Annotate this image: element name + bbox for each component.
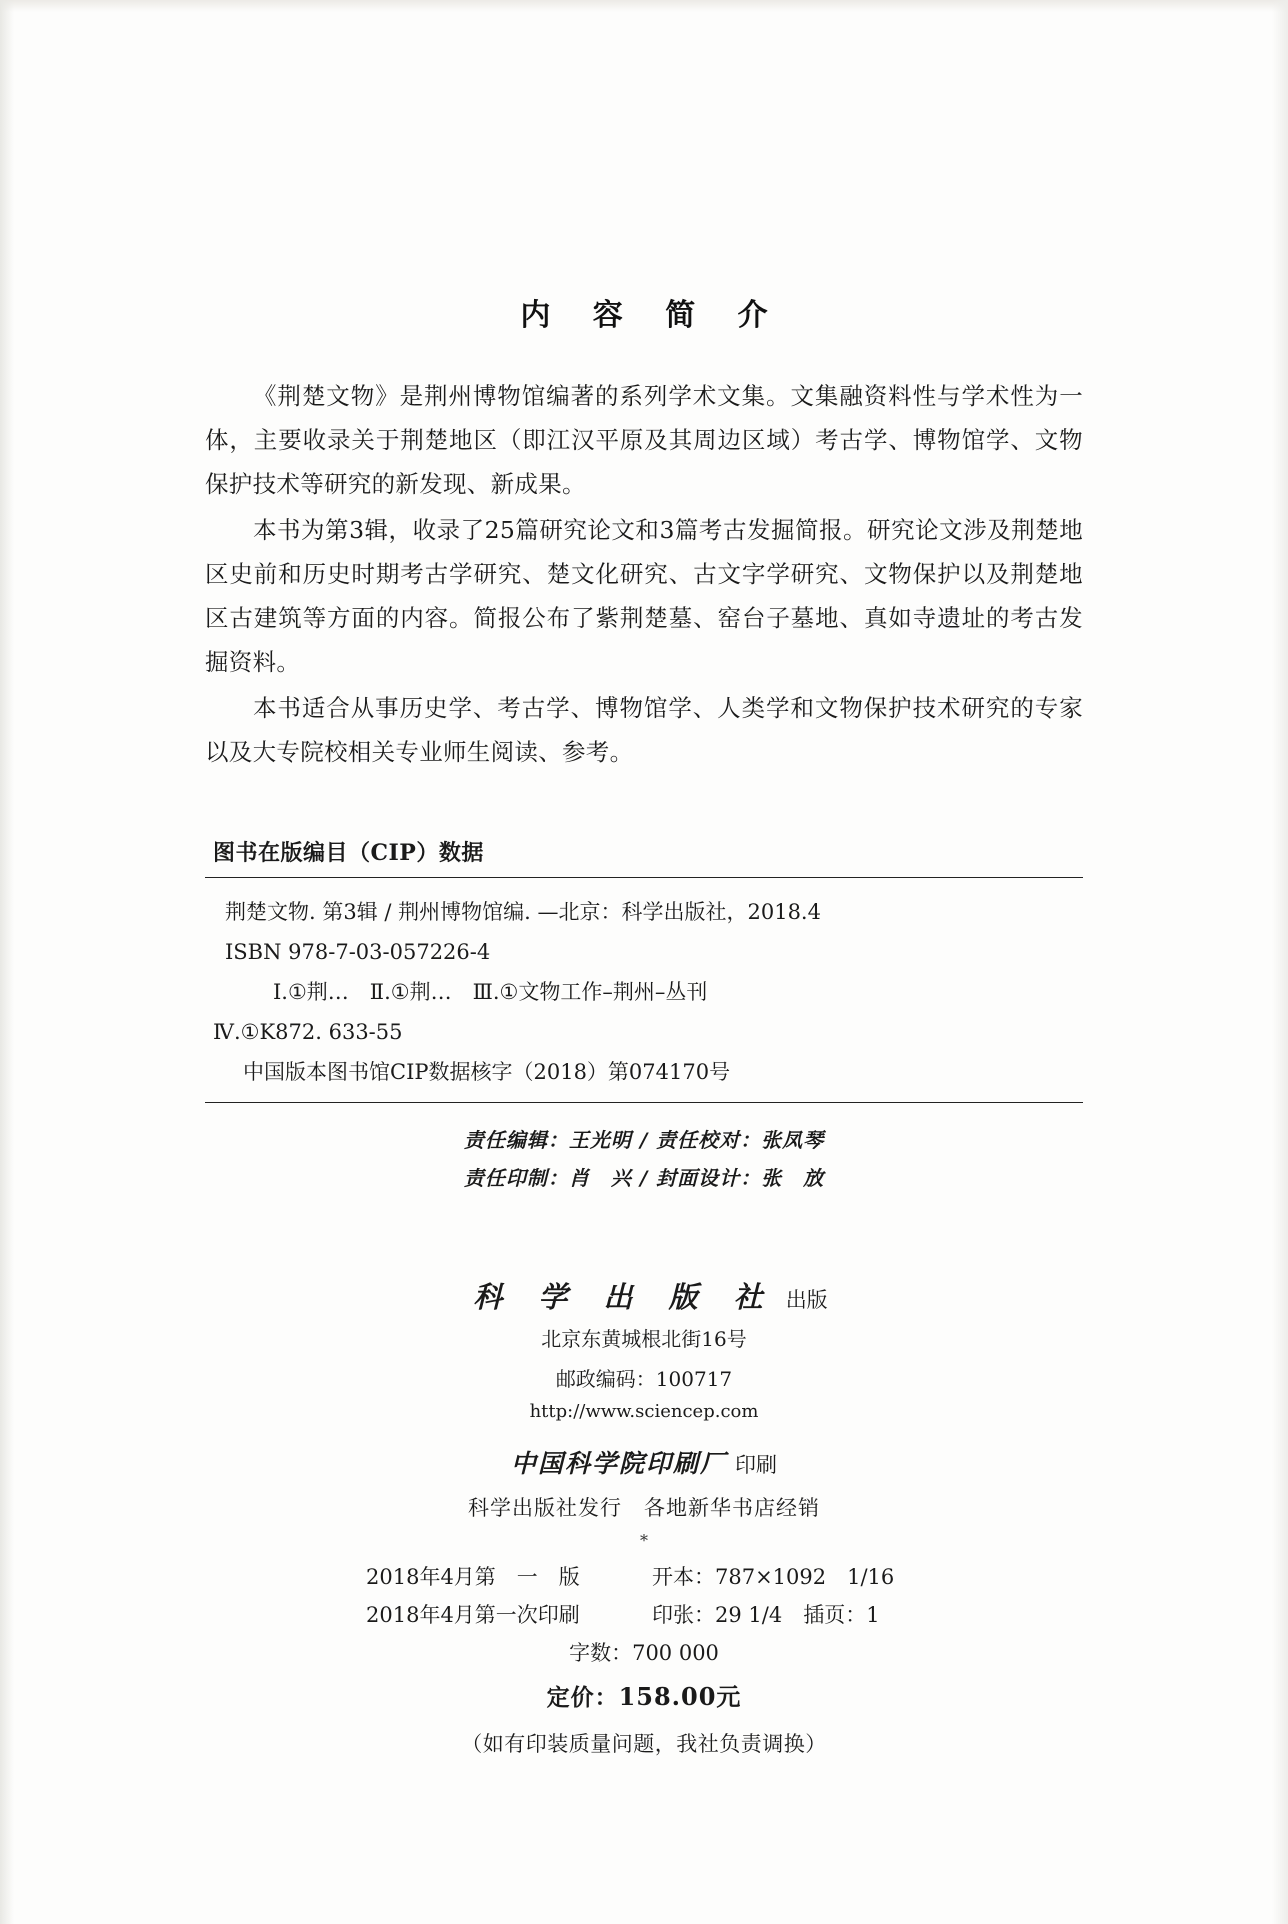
imprint-print-date: 2018年4月第一次印刷: [366, 1603, 580, 1627]
printer-suffix: 印刷: [735, 1453, 777, 1477]
imprint-row-2: [205, 1596, 1083, 1634]
cip-line-title: 荆楚文物. 第3辑 / 荆州博物馆编. —北京：科学出版社，2018.4: [225, 900, 821, 924]
imprint-sheets: 印张：29 1/4 插页：1: [652, 1603, 880, 1627]
publisher-logo: 科 学 出 版 社: [473, 1280, 776, 1314]
publisher-block: [205, 1275, 1083, 1550]
staff-line-production: 责任印制：肖 兴 / 封面设计：张 放: [463, 1166, 825, 1190]
publisher-logo-line: [205, 1275, 1083, 1316]
page-edge-shading-right: [1272, 0, 1288, 1924]
publisher-website[interactable]: http://www.sciencep.com: [529, 1401, 759, 1422]
intro-paragraph-1: 《荆楚文物》是荆州博物馆编著的系列学术文集。文集融资料性与学术性为一体，主要收录关于荆楚地区（即江汉平原及其周边区域）考古学、博物馆学、文物保护技术等研究的新发现、新成果。: [205, 382, 1083, 498]
intro-block: [205, 374, 1083, 774]
intro-paragraph-2: 本书为第3辑，收录了25篇研究论文和3篇考古发掘简报。研究论文涉及荆楚地区史前和历史时期考古学研究、楚文化研究、古文字学研究、文物保护以及荆楚地区古建筑等方面的内容。简报公布了紫荆楚墓、窑台子墓地、真如寺遗址的考古发掘资料。: [205, 516, 1083, 676]
staff-credits: [205, 1121, 1083, 1197]
cip-rule-bottom: [205, 1102, 1083, 1103]
cip-heading: 图书在版编目（CIP）数据: [213, 840, 484, 866]
price-label: 定价：: [546, 1684, 619, 1711]
intro-paragraph-3: 本书适合从事历史学、考古学、博物馆学、人类学和文物保护技术研究的专家以及大专院校相关专业师生阅读、参考。: [205, 694, 1083, 766]
printer-line: [205, 1444, 1083, 1480]
cip-line-classification-2: Ⅳ.①K872. 633-55: [213, 1020, 403, 1044]
distribution-line: 科学出版社发行 各地新华书店经销: [468, 1496, 820, 1520]
separator-asterisk: *: [640, 1531, 648, 1550]
imprint-block: [205, 1558, 1083, 1763]
page-content: [205, 0, 1083, 1763]
imprint-edition-date: 2018年4月第 一 版: [366, 1565, 580, 1589]
staff-line-editor: 责任编辑：王光明 / 责任校对：张凤琴: [463, 1128, 825, 1152]
publisher-logo-suffix: 出版: [785, 1288, 828, 1312]
page-edge-shading-left: [0, 0, 14, 1924]
cip-line-isbn: ISBN 978-7-03-057226-4: [225, 940, 491, 964]
price-amount: 158.00元: [618, 1682, 742, 1711]
quality-note: （如有印装质量问题，我社负责调换）: [461, 1732, 827, 1756]
cip-block: [205, 836, 1083, 1103]
imprint-wordcount: 字数：700 000: [569, 1641, 719, 1665]
cip-body: [205, 878, 1083, 1102]
section-title: 内 容 简 介: [520, 298, 784, 333]
price-line: [205, 1678, 1083, 1717]
imprint-row-1: [205, 1558, 1083, 1596]
imprint-format: 开本：787×1092 1/16: [652, 1565, 895, 1589]
cip-line-classification-1: Ⅰ.①荆… Ⅱ.①荆… Ⅲ.①文物工作–荆州–丛刊: [273, 980, 708, 1004]
printer-name: 中国科学院印刷厂: [510, 1449, 727, 1478]
publisher-postcode: 邮政编码：100717: [555, 1367, 733, 1391]
publisher-address: 北京东黄城根北街16号: [541, 1327, 747, 1351]
cip-line-catalog-number: 中国版本图书馆CIP数据核字（2018）第074170号: [243, 1060, 731, 1084]
